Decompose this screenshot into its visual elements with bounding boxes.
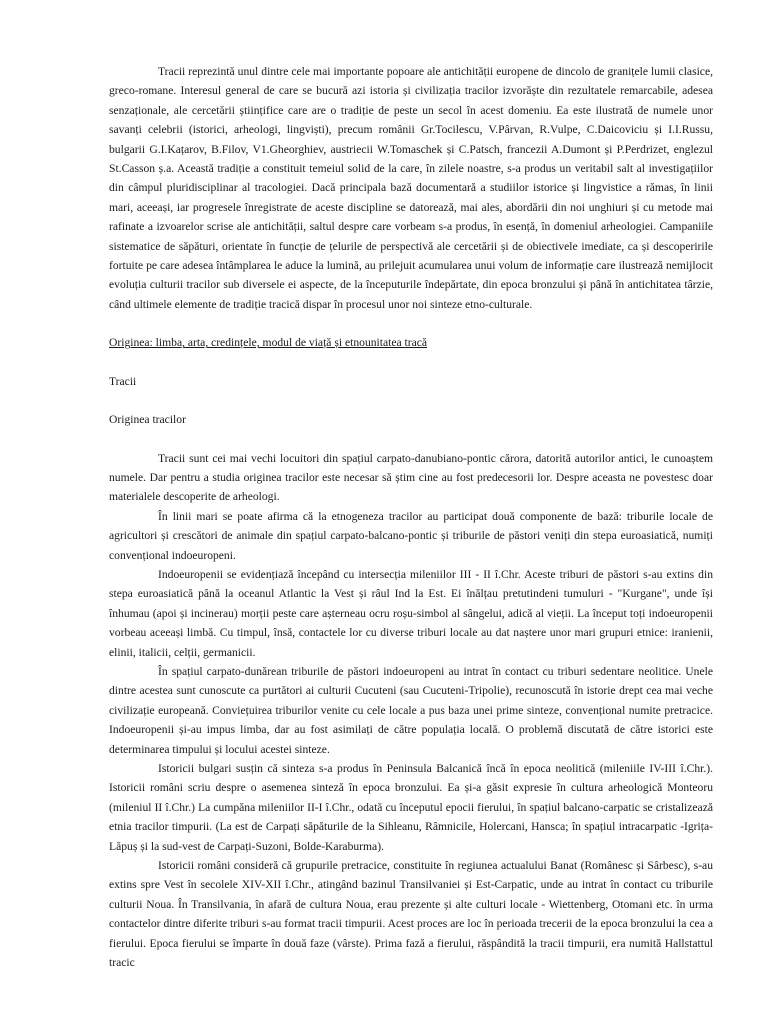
body-paragraph: Indoeuropenii se evidențiază începând cu intersecția mileniilor III - II î.Chr. Aceste triburi de păstori s-au extins din stepa euroasiatică până la oceanul Atlantic la Vest și râul Ind la Est. Ei înălțau pretutindeni tumuluri - "Kurgane", unde își înhumau (apoi și incinerau) morții peste care așterneau ocru roșu-simbol al sângelui, adică al vieții. La început toți indoeuropenii vorbeau aceeași limbă. Cu timpul, însă, contactele lor cu diverse triburi locale au dat naștere unor mari grupuri etnice: iranienii, elinii, italicii, celții, germanicii. [109,567,713,659]
body-paragraph: Istoricii bulgari susțin că sinteza s-a produs în Peninsula Balcanică încă în epoca neolitică (mileniile IV-III î.Chr.). Istoricii români scriu despre o asemenea sinteză în epoca bronzului. Ea și-a găsit expresie în cultura arheologică Monteoru (mileniul II î.Chr.) La cumpăna mileniilor II-I î.Chr., odată cu începutul epocii fierului, în spațiul balcano-carpatic se cristalizează etnia tracilor timpurii. (La est de Carpați săpăturile de la Sihleanu, Râmnicile, Holercani, Hansca; în spațiul intracarpatic -Igrița-Lăpuș și la sud-vest de Carpați-Suzoni, Bolde-Karaburma). [109,762,713,853]
subheading-origin: Originea tracilor [109,413,186,427]
body-paragraph: Tracii sunt cei mai vechi locuitori din spațiul carpato-danubiano-pontic cărora, datorită autorilor antici, le cunoaștem numele. Dar pentru a studia originea tracilor este necesar să știm cine au fost predecesorii lor. Despre aceasta ne povestesc doar materialele descoperite de arheologi. [109,451,713,504]
section-heading: Originea: limba, arta, credințele, modul de viață și etnounitatea tracă [109,336,428,350]
intro-paragraph: Tracii reprezintă unul dintre cele mai importante popoare ale antichității europene de dincolo de granițele lumii clasice, greco-romane. Interesul general de care se bucură azi istoria și civilizația tracilor izvorăște din rezultatele remarcabile, adesea senzaționale, ale cercetării științifice care are o tradiție de peste un secol în acest domeniu. Ea este ilustrată de numele unor savanți celebrii (istorici, arheologi, lingviști), precum românii Gr.Tocilescu, V.Pârvan, R.Vulpe, C.Daicoviciu și I.I.Russu, bulgarii G.I.Kațarov, B.Filov, V1.Gheorghiev, austriecii W.Tomaschek și C.Patsch, francezii A.Dumont și P.Perdrizet, englezul St.Casson ș.a. Această tradiție a constituit temeiul solid de la care, în zilele noastre, s-a produs un veritabil salt al investigațiilor din câmpul pluridisciplinar al tracologiei. Dacă principala bază documentară a studiilor istorice și lingvistice a rămas, în linii mari, aceeași, iar progresele înregistrate de aceste discipline se datorează, mai ales, abordării din noi unghiuri și cu metode mai rafinate a izvoarelor scrise ale antichității, saltul despre care vorbeam s-a produs, în esență, în domeniul arheologiei. Campaniile sistematice de săpături, orientate în funcție de țelurile de perspectivă ale cercetării și de obiectivele imediate, ca și descoperirile fortuite pe care adesea întâmplarea le aduce la lumină, au prilejuit acumularea unui volum de informație care ilustrează nemijlocit evoluția culturii tracilor sub diversele ei aspecte, de la începuturile îndepărtate, din epoca bronzului și până în antichitatea târzie, când ultimele elemente de tradiție tracică dispar în procesul unor noi sinteze etno-culturale. [109,65,713,311]
body-paragraph: În spațiul carpato-dunărean triburile de păstori indoeuropeni au intrat în contact cu triburi sedentare neolitice. Unele dintre acestea sunt cunoscute ca purtători ai culturii Cucuteni (sau Cucuteni-Tripolie), recunoscută în istorie drept cea mai veche civilizație europeană. Conviețuirea triburilor venite cu cele locale a pus baza unei prime sinteze, convențional numite pretracice. Indoeuropenii și-au impus limba, dar au fost asimilați de către populația locală. O problemă discutată de către istorici este determinarea timpului și locului acestei sinteze. [109,664,713,756]
body-paragraph: În linii mari se poate afirma că la etnogeneza tracilor au participat două componente de bază: triburile locale de agricultori și crescători de animale din spațiul carpato-balcano-pontic și triburile de păstori veniți din stepa euroasiatică, numiți convențional indoeuropeni. [109,509,713,562]
document-page [109,62,713,972]
subheading-tracii: Tracii [109,374,137,388]
body-paragraph: Istoricii români consideră că grupurile pretracice, constituite în regiunea actualului Banat (Românesc și Sârbesc), s-au extins spre Vest în secolele XIV-XII î.Chr., atingând bazinul Transilvaniei și Est-Carpatic, unde au intrat în contact cu triburile culturii Noua. În Transilvania, în afară de cultura Noua, erau prezente și alte culturi locale - Wiettenberg, Otomani etc. în urma contactelor dintre diferite triburi s-au format tracii timpurii. Acest proces are loc în perioada trecerii de la epoca bronzului la cea a fierului. Epoca fierului se împarte în două faze (vârste). Prima fază a fierului, răspândită la tracii timpurii, era numită Hallstattul tracic [109,859,713,970]
